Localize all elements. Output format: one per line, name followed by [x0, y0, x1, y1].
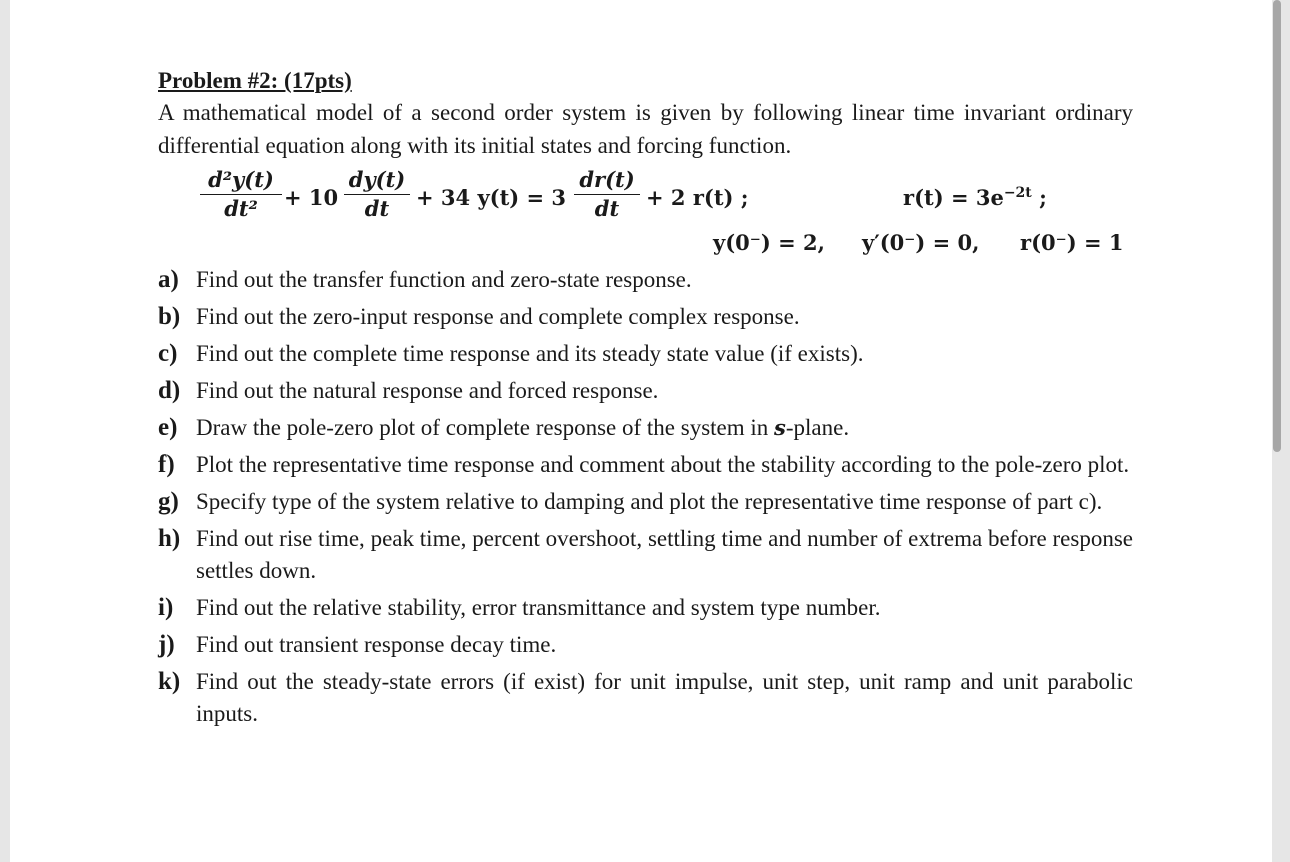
list-item — [158, 666, 1133, 730]
question-list — [158, 264, 1133, 735]
problem-intro: A mathematical model of a second order system is given by following linear time invariant ordinary differential equation along with its initial states and forcing function. — [158, 100, 1133, 158]
item-text: Find out the transfer function and zero-state response. — [196, 267, 692, 292]
fraction-denominator: dt — [594, 196, 620, 221]
equation-term-34y: + 34 y(t) = 3 — [416, 185, 567, 210]
list-item — [158, 592, 1133, 624]
item-label: f) — [158, 451, 175, 478]
list-item — [158, 412, 1133, 444]
fraction-bar — [574, 194, 640, 195]
item-text: Find out transient response decay time. — [196, 632, 557, 657]
item-text: Find out rise time, peak time, percent overshoot, settling time and number of extrema before response settles down. — [196, 526, 1133, 583]
list-item — [158, 486, 1133, 518]
fraction-bar — [344, 194, 410, 195]
item-text: Find out the zero-input response and complete complex response. — [196, 304, 800, 329]
list-item — [158, 264, 1133, 296]
item-text: Find out the natural response and forced response. — [196, 378, 659, 403]
item-label: d) — [158, 377, 181, 404]
list-item — [158, 375, 1133, 407]
item-text-before: Draw the pole-zero plot of complete response of the system in — [196, 415, 775, 440]
item-text: Find out the relative stability, error transmittance and system type number. — [196, 595, 881, 620]
fraction-denominator: dt — [364, 196, 390, 221]
list-item — [158, 629, 1133, 661]
item-label: c) — [158, 340, 178, 367]
fraction-dy-dt — [344, 168, 410, 221]
item-text: Plot the representative time response and comment about the stability according to the pole-zero plot. — [196, 452, 1130, 477]
item-label: j) — [158, 631, 175, 658]
fraction-denominator: dt² — [224, 196, 258, 221]
item-label: a) — [158, 266, 179, 293]
fraction-d2y-dt2 — [200, 168, 282, 221]
problem-title: Problem #2: (17pts) — [158, 68, 352, 93]
initial-condition-y: y(0⁻) = 2, — [713, 230, 825, 255]
forcing-function-exponent: −2t — [1003, 185, 1032, 201]
fraction-dr-dt — [574, 168, 640, 221]
equation-term-2r: + 2 r(t) ; — [646, 185, 749, 210]
scrollbar-thumb[interactable] — [1273, 0, 1281, 452]
fraction-bar — [200, 194, 282, 195]
item-label: h) — [158, 525, 181, 552]
list-item — [158, 338, 1133, 370]
fraction-numerator: dr(t) — [579, 167, 635, 192]
item-label: e) — [158, 414, 178, 441]
item-text-variable: s — [774, 415, 786, 440]
item-text-after: -plane. — [785, 415, 850, 440]
item-text: Find out the complete time response and its steady state value (if exists). — [196, 341, 864, 366]
initial-condition-r: r(0⁻) = 1 — [1020, 230, 1124, 255]
item-label: k) — [158, 668, 181, 695]
forcing-function-end: ; — [1031, 185, 1047, 210]
item-label: i) — [158, 594, 174, 621]
item-text: Find out the steady-state errors (if exist) for unit impulse, unit step, unit ramp and unit parabolic inputs. — [196, 669, 1133, 726]
equation-term-plus10: + 10 — [284, 185, 339, 210]
list-item — [158, 301, 1133, 333]
item-text: Specify type of the system relative to damping and plot the representative time response of part c). — [196, 489, 1103, 514]
item-label: g) — [158, 488, 179, 515]
forcing-function-base: r(t) = 3e — [903, 185, 1004, 210]
list-item — [158, 523, 1133, 587]
item-label: b) — [158, 303, 181, 330]
fraction-numerator: dy(t) — [348, 167, 406, 192]
forcing-function — [903, 185, 1047, 210]
initial-condition-dy: y′(0⁻) = 0, — [862, 230, 980, 255]
list-item — [158, 449, 1133, 481]
fraction-numerator: d²y(t) — [208, 167, 274, 192]
